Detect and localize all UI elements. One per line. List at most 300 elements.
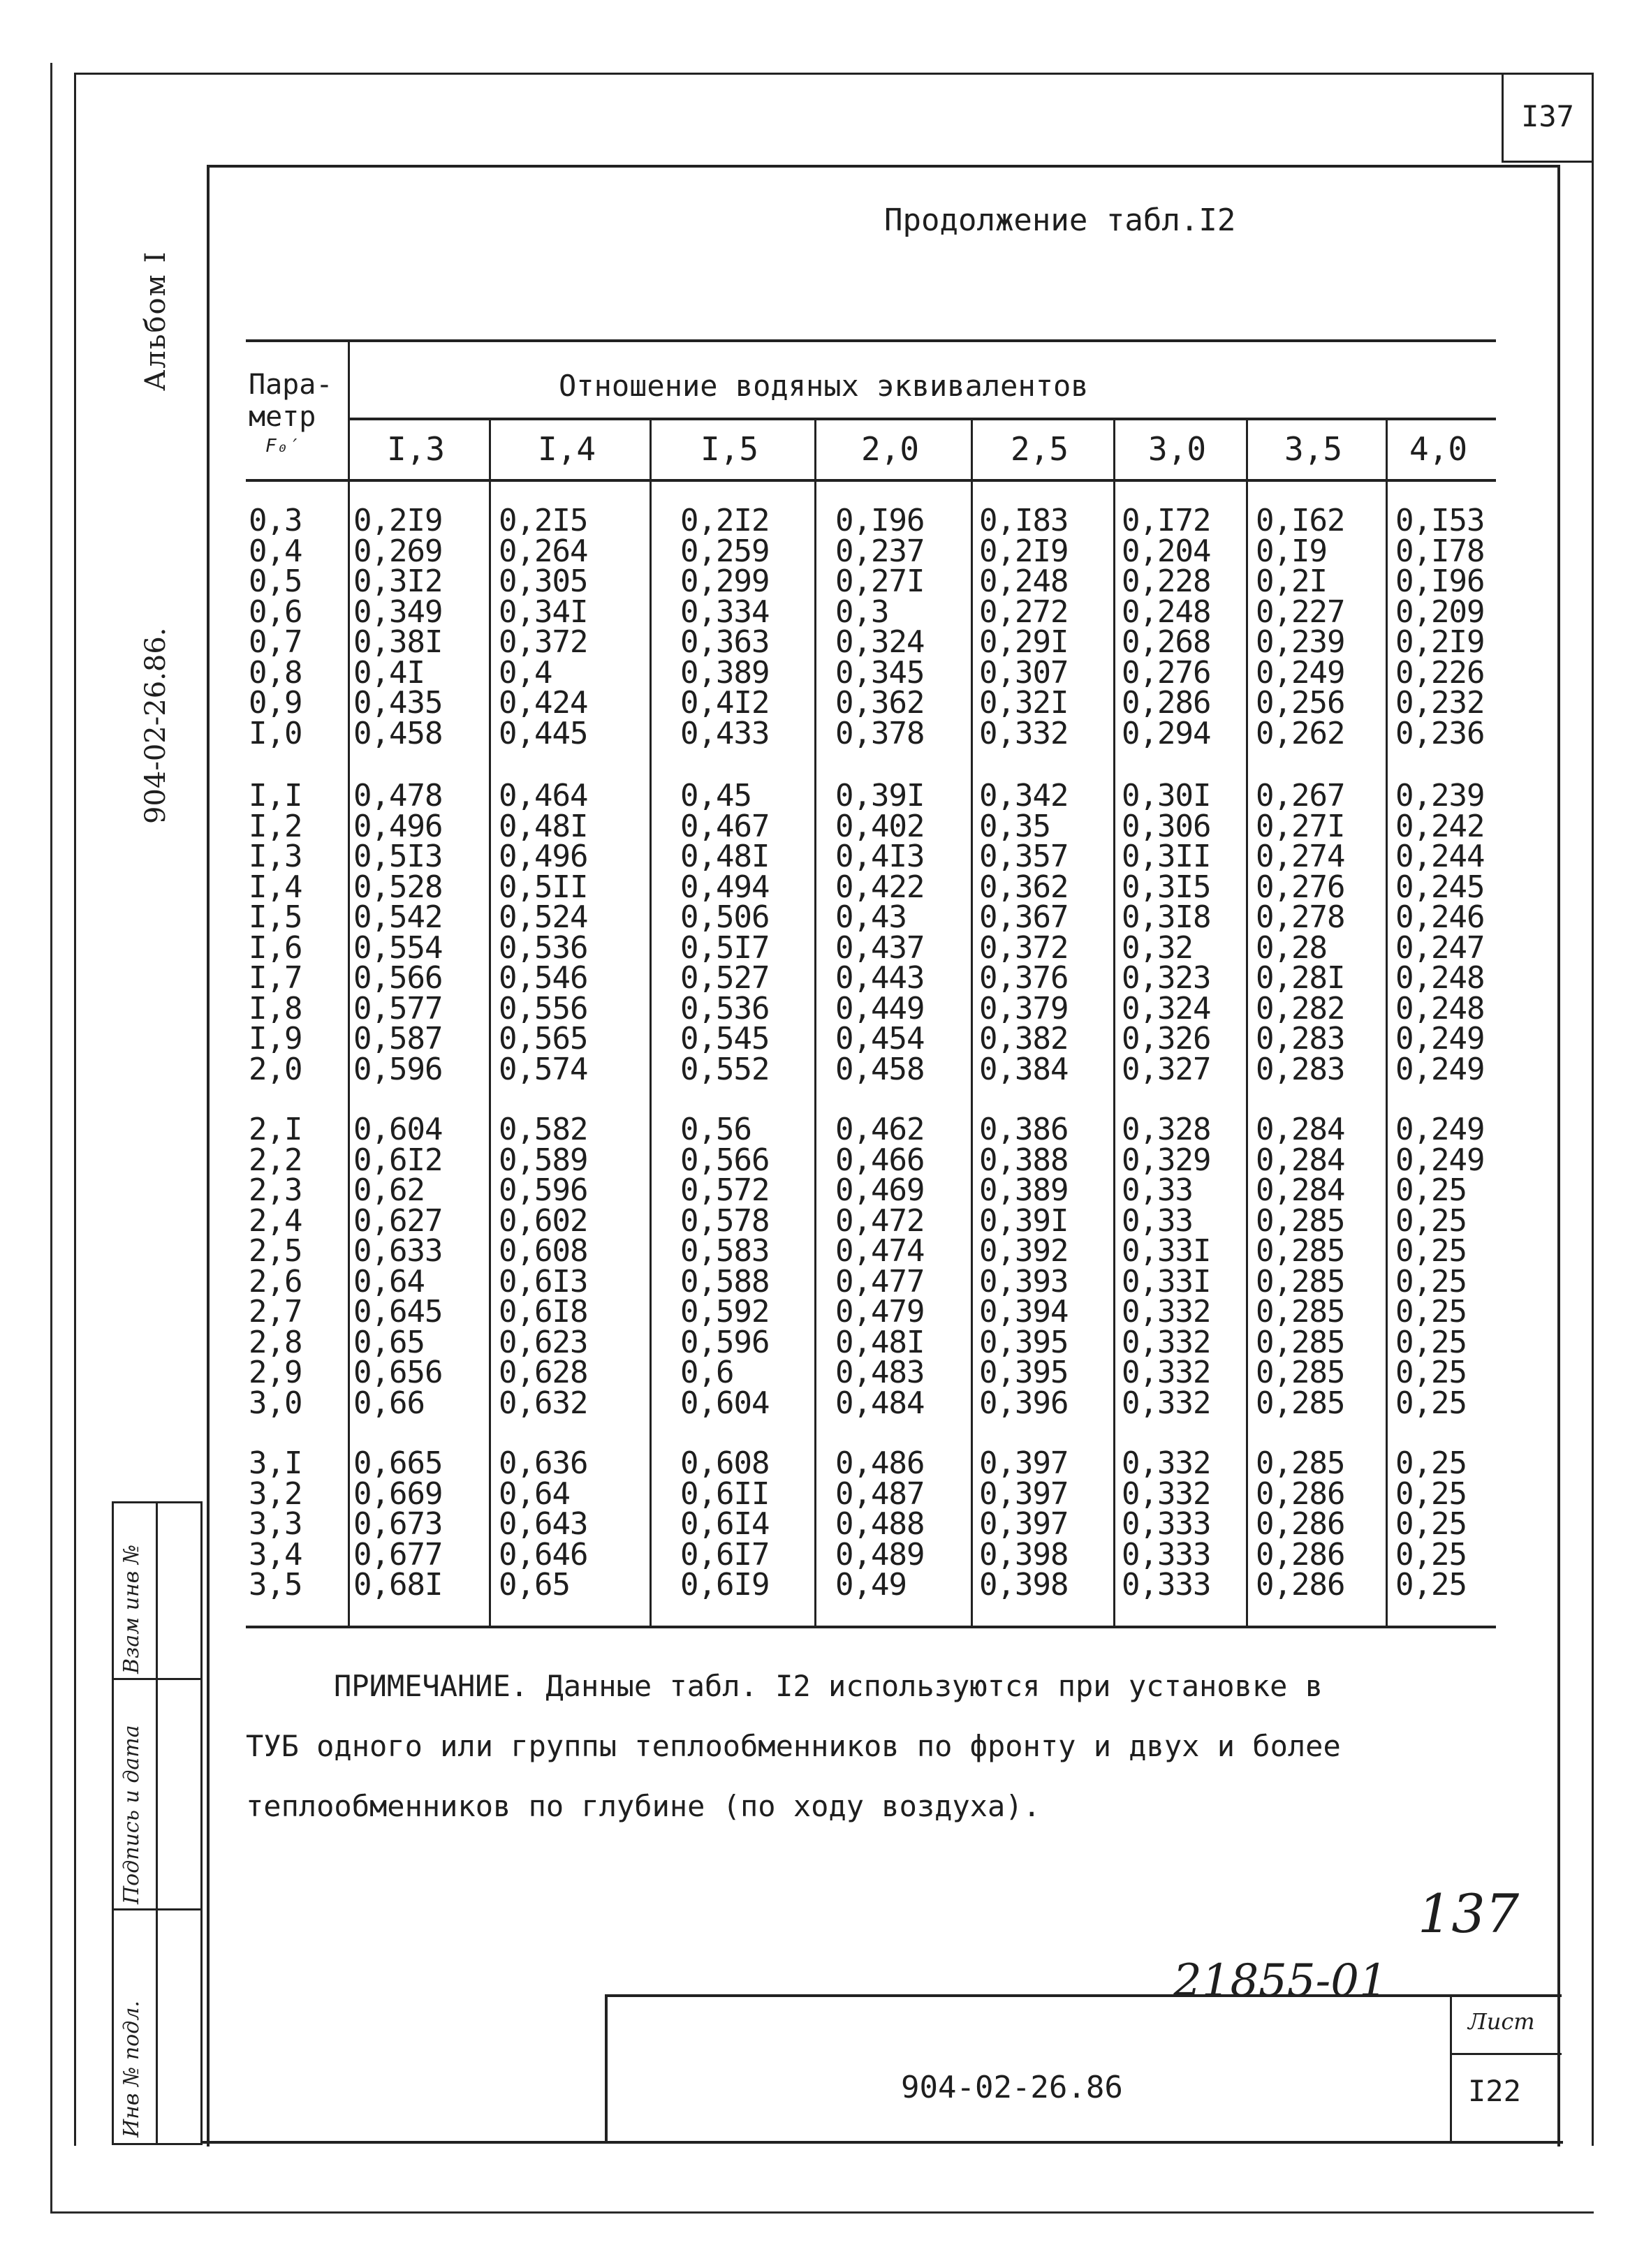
table-cell: 0,307 <box>979 654 1069 691</box>
table-cell: 0,397 <box>979 1475 1069 1512</box>
table-cell: 0,627 <box>353 1202 443 1239</box>
table-cell: 0,393 <box>979 1263 1069 1299</box>
table-cell: 0,333 <box>1122 1506 1211 1542</box>
param-symbol: F₀′ <box>265 436 298 457</box>
table-cell: 0,232 <box>1395 685 1485 721</box>
table-cell: 0,363 <box>680 624 770 660</box>
table-cell: 0,4 <box>499 654 552 691</box>
table-cell: 0,323 <box>1122 960 1211 996</box>
table-column-divider <box>971 418 973 1626</box>
table-cell: 0,458 <box>835 1051 925 1087</box>
table-cell: 0,367 <box>979 899 1069 935</box>
table-cell: 0,284 <box>1256 1172 1345 1208</box>
param-value: 0,6 <box>249 594 302 630</box>
table-header-rule <box>246 479 1496 482</box>
table-cell: 0,249 <box>1395 1021 1485 1056</box>
table-cell: 0,285 <box>1256 1202 1345 1239</box>
table-cell: 0,596 <box>499 1172 588 1208</box>
sheet-number: I22 <box>1468 2074 1521 2108</box>
table-cell: 0,278 <box>1256 899 1345 935</box>
table-cell: 0,25 <box>1395 1506 1467 1542</box>
stamp-label-inv: Инв № подл. <box>119 2001 144 2137</box>
table-cell: 0,395 <box>979 1355 1069 1390</box>
table-cell: 0,227 <box>1256 594 1345 630</box>
param-value: 3,I <box>249 1445 302 1481</box>
table-cell: 0,4I3 <box>835 839 925 874</box>
table-cell: 0,25 <box>1395 1172 1467 1208</box>
table-cell: 0,244 <box>1395 839 1485 874</box>
stamp-divider-vertical <box>156 1503 158 2143</box>
table-cell: 0,632 <box>499 1385 588 1421</box>
param-value: 0,9 <box>249 685 302 721</box>
table-cell: 0,583 <box>680 1233 770 1269</box>
table-cell: 0,565 <box>499 1021 588 1056</box>
table-cell: 0,398 <box>979 1567 1069 1603</box>
table-cell: 0,578 <box>680 1202 770 1239</box>
table-cell: 0,494 <box>680 869 770 905</box>
table-cell: 0,262 <box>1256 715 1345 751</box>
param-value: 3,4 <box>249 1536 302 1573</box>
sheet-label: Лист <box>1468 2008 1535 2035</box>
param-value: 2,3 <box>249 1172 302 1208</box>
album-label: Альбом I <box>140 250 172 391</box>
table-column-divider <box>489 418 491 1626</box>
table-cell: 0,554 <box>353 929 443 966</box>
table-cell: 0,283 <box>1256 1021 1345 1056</box>
table-cell: 0,66 <box>353 1385 425 1421</box>
param-value: 0,8 <box>249 654 302 691</box>
table-cell: 0,334 <box>680 594 770 630</box>
table-cell: 0,566 <box>680 1142 770 1178</box>
table-cell: 0,389 <box>979 1172 1069 1208</box>
table-cell: 0,587 <box>353 1021 443 1056</box>
table-cell: 0,673 <box>353 1506 443 1542</box>
table-cell: 0,25 <box>1395 1324 1467 1360</box>
table-param-divider <box>348 339 350 1626</box>
column-header: 3,5 <box>1284 430 1343 468</box>
table-cell: 0,25 <box>1395 1233 1467 1269</box>
table-cell: 0,25 <box>1395 1445 1467 1481</box>
table-cell: 0,546 <box>499 960 588 996</box>
table-cell: 0,68I <box>353 1567 443 1603</box>
param-value: I,9 <box>249 1021 302 1056</box>
table-cell: 0,362 <box>835 685 925 721</box>
table-cell: 0,25 <box>1395 1355 1467 1390</box>
table-cell: 0,247 <box>1395 929 1485 966</box>
table-cell: 0,306 <box>1122 808 1211 844</box>
table-cell: 0,332 <box>1122 1445 1211 1481</box>
param-value: 2,7 <box>249 1294 302 1330</box>
param-header: Пара- метр <box>249 369 333 433</box>
table-cell: 0,477 <box>835 1263 925 1299</box>
table-cell: 0,545 <box>680 1021 770 1056</box>
table-cell: 0,45 <box>680 778 751 813</box>
table-cell: 0,272 <box>979 594 1069 630</box>
table-cell: 0,274 <box>1256 839 1345 874</box>
param-value: 0,7 <box>249 624 302 660</box>
table-cell: 0,596 <box>353 1051 443 1087</box>
table-cell: 0,443 <box>835 960 925 996</box>
table-cell: 0,I72 <box>1122 503 1211 538</box>
table-cell: 0,589 <box>499 1142 588 1178</box>
table-cell: 0,249 <box>1256 654 1345 691</box>
table-cell: 0,35 <box>979 808 1050 844</box>
column-header: 3,0 <box>1148 430 1207 468</box>
table-cell: 0,25 <box>1395 1294 1467 1330</box>
table-subheader-rule <box>348 418 1496 420</box>
table-cell: 0,285 <box>1256 1445 1345 1481</box>
table-cell: 0,32I <box>979 685 1069 721</box>
table-cell: 0,556 <box>499 990 588 1026</box>
table-cell: 0,345 <box>835 654 925 691</box>
param-value: 0,3 <box>249 503 302 538</box>
table-cell: 0,623 <box>499 1324 588 1360</box>
table-cell: 0,472 <box>835 1202 925 1239</box>
table-cell: 0,248 <box>979 564 1069 599</box>
table-cell: 0,5II <box>499 869 588 905</box>
table-cell: 0,382 <box>979 1021 1069 1056</box>
table-cell: 0,268 <box>1122 624 1211 660</box>
table-cell: 0,2I9 <box>1395 624 1485 660</box>
table-cell: 0,245 <box>1395 869 1485 905</box>
table-cell: 0,435 <box>353 685 443 721</box>
table-cell: 0,237 <box>835 533 925 569</box>
table-cell: 0,33I <box>1122 1233 1211 1269</box>
table-cell: 0,602 <box>499 1202 588 1239</box>
table-cell: 0,56 <box>680 1112 751 1147</box>
table-cell: 0,65 <box>499 1567 570 1603</box>
table-cell: 0,604 <box>680 1385 770 1421</box>
table-cell: 0,27I <box>835 564 925 599</box>
table-cell: 0,506 <box>680 899 770 935</box>
table-cell: 0,487 <box>835 1475 925 1512</box>
table-cell: 0,372 <box>979 929 1069 966</box>
table-cell: 0,283 <box>1256 1051 1345 1087</box>
param-value: I,0 <box>249 715 302 751</box>
title-block-code: 904-02-26.86 <box>901 2070 1123 2105</box>
table-cell: 0,285 <box>1256 1263 1345 1299</box>
stamp-label-replace: Взам инв № <box>119 1544 144 1674</box>
table-cell: 0,324 <box>835 624 925 660</box>
table-cell: 0,276 <box>1122 654 1211 691</box>
scan-edge-left <box>50 63 52 2214</box>
table-cell: 0,496 <box>499 839 588 874</box>
table-cell: 0,228 <box>1122 564 1211 599</box>
table-cell: 0,I62 <box>1256 503 1345 538</box>
table-cell: 0,I83 <box>979 503 1069 538</box>
table-cell: 0,6I9 <box>680 1567 770 1603</box>
param-value: 2,9 <box>249 1355 302 1390</box>
table-cell: 0,209 <box>1395 594 1485 630</box>
table-cell: 0,285 <box>1256 1385 1345 1421</box>
table-cell: 0,25 <box>1395 1385 1467 1421</box>
table-cell: 0,39I <box>979 1202 1069 1239</box>
table-cell: 0,I9 <box>1256 533 1327 569</box>
param-value: 2,0 <box>249 1051 302 1087</box>
param-value: 0,5 <box>249 564 302 599</box>
table-cell: 0,284 <box>1256 1112 1345 1147</box>
stamp-divider <box>114 1908 200 1910</box>
table-cell: 0,332 <box>1122 1294 1211 1330</box>
table-cell: 0,299 <box>680 564 770 599</box>
stamp-label-signature: Подпись и дата <box>119 1725 144 1904</box>
table-cell: 0,2I2 <box>680 503 770 538</box>
table-cell: 0,656 <box>353 1355 443 1390</box>
table-cell: 0,574 <box>499 1051 588 1087</box>
table-cell: 0,28I <box>1256 960 1345 996</box>
table-cell: 0,305 <box>499 564 588 599</box>
param-value: 2,4 <box>249 1202 302 1239</box>
table-cell: 0,449 <box>835 990 925 1026</box>
table-cell: 0,294 <box>1122 715 1211 751</box>
param-value: I,I <box>249 778 302 813</box>
table-cell: 0,357 <box>979 839 1069 874</box>
table-cell: 0,542 <box>353 899 443 935</box>
table-cell: 0,I53 <box>1395 503 1485 538</box>
table-cell: 0,669 <box>353 1475 443 1512</box>
side-document-code: 904-02-26.86. <box>140 627 172 824</box>
table-cell: 0,284 <box>1256 1142 1345 1178</box>
table-cell: 0,596 <box>680 1324 770 1360</box>
table-cell: 0,458 <box>353 715 443 751</box>
table-cell: 0,33 <box>1122 1202 1193 1239</box>
title-block <box>605 1994 1562 2144</box>
table-cell: 0,604 <box>353 1112 443 1147</box>
table-cell: 0,474 <box>835 1233 925 1269</box>
table-cell: 0,I78 <box>1395 533 1485 569</box>
table-cell: 0,633 <box>353 1233 443 1269</box>
table-cell: 0,43 <box>835 899 907 935</box>
param-value: 2,2 <box>249 1142 302 1178</box>
param-value: 2,6 <box>249 1263 302 1299</box>
table-cell: 0,25 <box>1395 1567 1467 1603</box>
param-value: I,8 <box>249 990 302 1026</box>
table-cell: 0,282 <box>1256 990 1345 1026</box>
table-cell: 0,64 <box>499 1475 570 1512</box>
stamp-divider <box>114 1678 200 1680</box>
table-cell: 0,398 <box>979 1536 1069 1573</box>
handwritten-page-number: 137 <box>1418 1883 1520 1945</box>
page-title: Продолжение табл.I2 <box>884 202 1236 238</box>
group-header: Отношение водяных эквивалентов <box>559 369 1089 403</box>
table-cell: 0,259 <box>680 533 770 569</box>
table-cell: 0,25 <box>1395 1475 1467 1512</box>
page-number-box: I37 <box>1502 73 1592 163</box>
title-block-divider <box>1450 2053 1562 2055</box>
table-cell: 0,286 <box>1122 685 1211 721</box>
table-cell: 0,27I <box>1256 808 1345 844</box>
table-cell: 0,643 <box>499 1506 588 1542</box>
table-cell: 0,326 <box>1122 1021 1211 1056</box>
table-cell: 0,536 <box>680 990 770 1026</box>
table-cell: 0,469 <box>835 1172 925 1208</box>
table-cell: 0,665 <box>353 1445 443 1481</box>
table-cell: 0,267 <box>1256 778 1345 813</box>
table-cell: 0,324 <box>1122 990 1211 1026</box>
note-line-2: ТУБ одного или группы теплообменников по фронту и двух и более <box>246 1729 1341 1763</box>
table-cell: 0,389 <box>680 654 770 691</box>
table-cell: 0,2I5 <box>499 503 588 538</box>
table-cell: 0,496 <box>353 808 443 844</box>
table-cell: 0,286 <box>1256 1536 1345 1573</box>
table-cell: 0,242 <box>1395 808 1485 844</box>
table-cell: 0,332 <box>1122 1475 1211 1512</box>
table-cell: 0,372 <box>499 624 588 660</box>
side-stamp <box>112 1501 203 2145</box>
table-cell: 0,397 <box>979 1506 1069 1542</box>
table-cell: 0,327 <box>1122 1051 1211 1087</box>
table-cell: 0,2I <box>1256 564 1327 599</box>
table-cell: 0,486 <box>835 1445 925 1481</box>
table-cell: 0,28 <box>1256 929 1327 966</box>
table-cell: 0,588 <box>680 1263 770 1299</box>
table-cell: 0,329 <box>1122 1142 1211 1178</box>
table-cell: 0,286 <box>1256 1567 1345 1603</box>
param-value: 2,I <box>249 1112 302 1147</box>
table-cell: 0,3II <box>1122 839 1211 874</box>
table-cell: 0,3I2 <box>353 564 443 599</box>
table-cell: 0,2I9 <box>353 503 443 538</box>
table-cell: 0,276 <box>1256 869 1345 905</box>
table-cell: 0,6I7 <box>680 1536 770 1573</box>
table-cell: 0,592 <box>680 1294 770 1330</box>
table-cell: 0,29I <box>979 624 1069 660</box>
table-cell: 0,636 <box>499 1445 588 1481</box>
table-cell: 0,376 <box>979 960 1069 996</box>
column-header: I,4 <box>538 430 596 468</box>
table-cell: 0,286 <box>1256 1475 1345 1512</box>
table-cell: 0,246 <box>1395 899 1485 935</box>
table-cell: 0,286 <box>1256 1506 1345 1542</box>
table-cell: 0,25 <box>1395 1536 1467 1573</box>
param-value: 2,8 <box>249 1324 302 1360</box>
table-cell: 0,204 <box>1122 533 1211 569</box>
table-cell: 0,536 <box>499 929 588 966</box>
param-value: I,6 <box>249 929 302 966</box>
scan-edge-bottom <box>50 2211 1594 2214</box>
table-cell: 0,236 <box>1395 715 1485 751</box>
table-cell: 0,285 <box>1256 1324 1345 1360</box>
table-cell: 0,32 <box>1122 929 1193 966</box>
table-cell: 0,64 <box>353 1263 425 1299</box>
table-cell: 0,484 <box>835 1385 925 1421</box>
table-cell: 0,239 <box>1395 778 1485 813</box>
table-cell: 0,332 <box>979 715 1069 751</box>
param-value: I,2 <box>249 808 302 844</box>
param-value: 3,5 <box>249 1567 302 1603</box>
param-value: 3,2 <box>249 1475 302 1512</box>
handwritten-inventory-number: 21855-01 <box>1173 1955 1388 2007</box>
table-cell: 0,552 <box>680 1051 770 1087</box>
table-cell: 0,248 <box>1395 960 1485 996</box>
table-cell: 0,478 <box>353 778 443 813</box>
table-cell: 0,392 <box>979 1233 1069 1269</box>
table-cell: 0,249 <box>1395 1142 1485 1178</box>
table-cell: 0,4I <box>353 654 425 691</box>
table-cell: 0,489 <box>835 1536 925 1573</box>
table-cell: 0,65 <box>353 1324 425 1360</box>
table-cell: 0,264 <box>499 533 588 569</box>
table-cell: 0,424 <box>499 685 588 721</box>
column-header: 4,0 <box>1409 430 1468 468</box>
param-value: 2,5 <box>249 1233 302 1269</box>
table-cell: 0,48I <box>499 808 588 844</box>
table-cell: 0,566 <box>353 960 443 996</box>
table-cell: 0,333 <box>1122 1567 1211 1603</box>
table-cell: 0,62 <box>353 1172 425 1208</box>
table-cell: 0,572 <box>680 1172 770 1208</box>
table-cell: 0,332 <box>1122 1355 1211 1390</box>
table-cell: 0,I96 <box>835 503 925 538</box>
table-cell: 0,49 <box>835 1567 907 1603</box>
table-cell: 0,577 <box>353 990 443 1026</box>
table-column-divider <box>1386 418 1388 1626</box>
title-block-divider <box>1450 1997 1452 2144</box>
table-cell: 0,6I2 <box>353 1142 443 1178</box>
table-cell: 0,422 <box>835 869 925 905</box>
table-cell: 0,362 <box>979 869 1069 905</box>
table-cell: 0,483 <box>835 1355 925 1390</box>
table-bottom-rule <box>246 1626 1496 1628</box>
param-value: 3,0 <box>249 1385 302 1421</box>
table-cell: 0,6I4 <box>680 1506 770 1542</box>
table-cell: 0,39I <box>835 778 925 813</box>
table-cell: 0,396 <box>979 1385 1069 1421</box>
table-cell: 0,48I <box>680 839 770 874</box>
table-cell: 0,333 <box>1122 1536 1211 1573</box>
column-header: 2,0 <box>861 430 920 468</box>
table-cell: 0,437 <box>835 929 925 966</box>
table-cell: 0,256 <box>1256 685 1345 721</box>
table-cell: 0,248 <box>1122 594 1211 630</box>
table-cell: 0,433 <box>680 715 770 751</box>
table-cell: 0,524 <box>499 899 588 935</box>
table-cell: 0,454 <box>835 1021 925 1056</box>
column-header: I,3 <box>387 430 446 468</box>
column-header: I,5 <box>700 430 759 468</box>
param-value: 3,3 <box>249 1506 302 1542</box>
table-cell: 0,30I <box>1122 778 1211 813</box>
table-cell: 0,332 <box>1122 1385 1211 1421</box>
table-cell: 0,328 <box>1122 1112 1211 1147</box>
note-line-3: теплообменников по глубине (по ходу воздуха). <box>246 1789 1041 1823</box>
table-column-divider <box>1246 418 1248 1626</box>
table-cell: 0,378 <box>835 715 925 751</box>
table-cell: 0,628 <box>499 1355 588 1390</box>
table-cell: 0,5I7 <box>680 929 770 966</box>
table-column-divider <box>1113 418 1115 1626</box>
table-cell: 0,248 <box>1395 990 1485 1026</box>
table-cell: 0,6 <box>680 1355 734 1390</box>
table-cell: 0,608 <box>680 1445 770 1481</box>
table-cell: 0,394 <box>979 1294 1069 1330</box>
table-cell: 0,479 <box>835 1294 925 1330</box>
table-cell: 0,467 <box>680 808 770 844</box>
table-cell: 0,38I <box>353 624 443 660</box>
table-cell: 0,249 <box>1395 1051 1485 1087</box>
table-cell: 0,379 <box>979 990 1069 1026</box>
table-cell: 0,645 <box>353 1294 443 1330</box>
table-cell: 0,349 <box>353 594 443 630</box>
table-cell: 0,384 <box>979 1051 1069 1087</box>
column-header: 2,5 <box>1011 430 1069 468</box>
param-value: I,4 <box>249 869 302 905</box>
table-cell: 0,6I3 <box>499 1263 588 1299</box>
table-cell: 0,3I8 <box>1122 899 1211 935</box>
table-cell: 0,3 <box>835 594 889 630</box>
table-cell: 0,646 <box>499 1536 588 1573</box>
table-cell: 0,6I8 <box>499 1294 588 1330</box>
